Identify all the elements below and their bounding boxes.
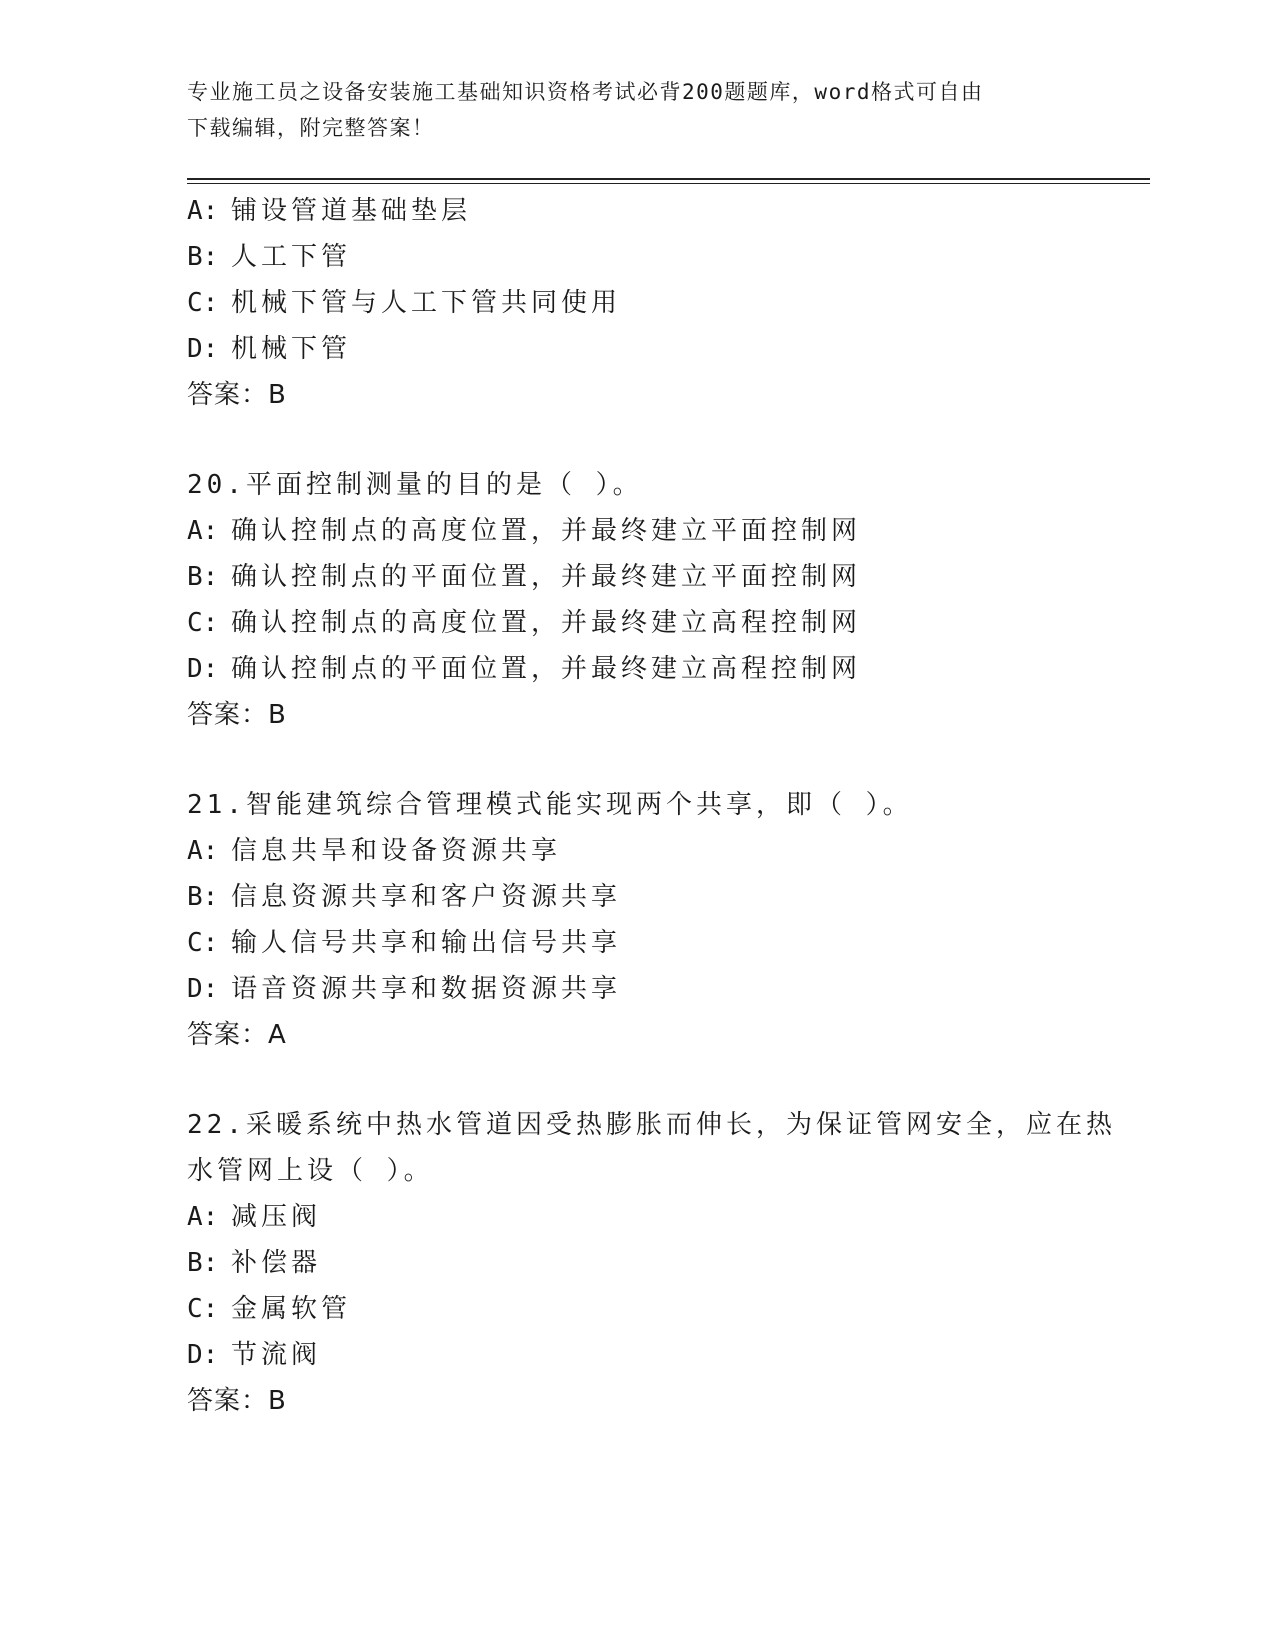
option-letter: D: <box>187 1340 219 1370</box>
header-divider-thin <box>187 183 1150 184</box>
option-b <box>187 1240 1147 1286</box>
option-letter: C: <box>187 928 219 958</box>
question-content <box>187 188 1147 1424</box>
question-stem-line-2: 水管网上设（ ）。 <box>187 1156 434 1186</box>
option-text: 确认控制点的高度位置，并最终建立平面控制网 <box>231 516 862 546</box>
option-letter: B: <box>187 562 219 592</box>
option-text: 确认控制点的高度位置，并最终建立高程控制网 <box>231 608 862 638</box>
answer-line: 答案：B <box>187 700 287 730</box>
spacer <box>187 1058 1147 1102</box>
option-text: 金属软管 <box>231 1294 352 1324</box>
option-text: 人工下管 <box>231 242 352 272</box>
option-text: 确认控制点的平面位置，并最终建立平面控制网 <box>231 562 862 592</box>
option-text: 确认控制点的平面位置，并最终建立高程控制网 <box>231 654 862 684</box>
option-text: 机械下管 <box>231 334 352 364</box>
option-a <box>187 508 1147 554</box>
question-stem: 21.智能建筑综合管理模式能实现两个共享，即（ ）。 <box>187 790 913 820</box>
option-b <box>187 234 1147 280</box>
option-c <box>187 280 1147 326</box>
option-text: 输人信号共享和输出信号共享 <box>231 928 622 958</box>
option-letter: D: <box>187 974 219 1004</box>
option-c <box>187 600 1147 646</box>
option-b <box>187 554 1147 600</box>
option-text: 语音资源共享和数据资源共享 <box>231 974 622 1004</box>
option-letter: A: <box>187 196 219 226</box>
option-letter: A: <box>187 836 219 866</box>
option-letter: C: <box>187 1294 219 1324</box>
answer-line: 答案：B <box>187 380 287 410</box>
option-a <box>187 828 1147 874</box>
option-text: 补偿器 <box>231 1248 322 1278</box>
option-d <box>187 646 1147 692</box>
option-letter: B: <box>187 242 219 272</box>
option-text: 铺设管道基础垫层 <box>231 196 472 226</box>
question-stem: 20.平面控制测量的目的是（ ）。 <box>187 470 643 500</box>
option-text: 信息共旱和设备资源共享 <box>231 836 562 866</box>
option-b <box>187 874 1147 920</box>
option-letter: D: <box>187 654 219 684</box>
option-text: 机械下管与人工下管共同使用 <box>231 288 622 318</box>
document-header <box>187 74 1087 146</box>
spacer <box>187 738 1147 782</box>
spacer <box>187 418 1147 462</box>
option-text: 节流阀 <box>231 1340 322 1370</box>
question-21 <box>187 782 1147 1058</box>
option-letter: A: <box>187 1202 219 1232</box>
option-d <box>187 326 1147 372</box>
option-letter: D: <box>187 334 219 364</box>
option-d <box>187 1332 1147 1378</box>
option-letter: B: <box>187 882 219 912</box>
option-text: 减压阀 <box>231 1202 322 1232</box>
option-a <box>187 188 1147 234</box>
question-stem-line-1: 22.采暖系统中热水管道因受热膨胀而伸长，为保证管网安全，应在热 <box>187 1110 1116 1140</box>
answer-line: 答案：A <box>187 1020 287 1050</box>
option-text: 信息资源共享和客户资源共享 <box>231 882 622 912</box>
option-letter: B: <box>187 1248 219 1278</box>
question-19-continuation <box>187 188 1147 418</box>
option-letter: C: <box>187 288 219 318</box>
header-line-2: 下载编辑，附完整答案！ <box>187 116 435 140</box>
option-letter: A: <box>187 516 219 546</box>
header-line-1: 专业施工员之设备安装施工基础知识资格考试必背200题题库，word格式可自由 <box>187 80 984 104</box>
header-divider-thick <box>187 178 1150 180</box>
option-c <box>187 920 1147 966</box>
question-22 <box>187 1102 1147 1424</box>
answer-line: 答案：B <box>187 1386 287 1416</box>
option-a <box>187 1194 1147 1240</box>
option-d <box>187 966 1147 1012</box>
option-letter: C: <box>187 608 219 638</box>
question-20 <box>187 462 1147 738</box>
option-c <box>187 1286 1147 1332</box>
